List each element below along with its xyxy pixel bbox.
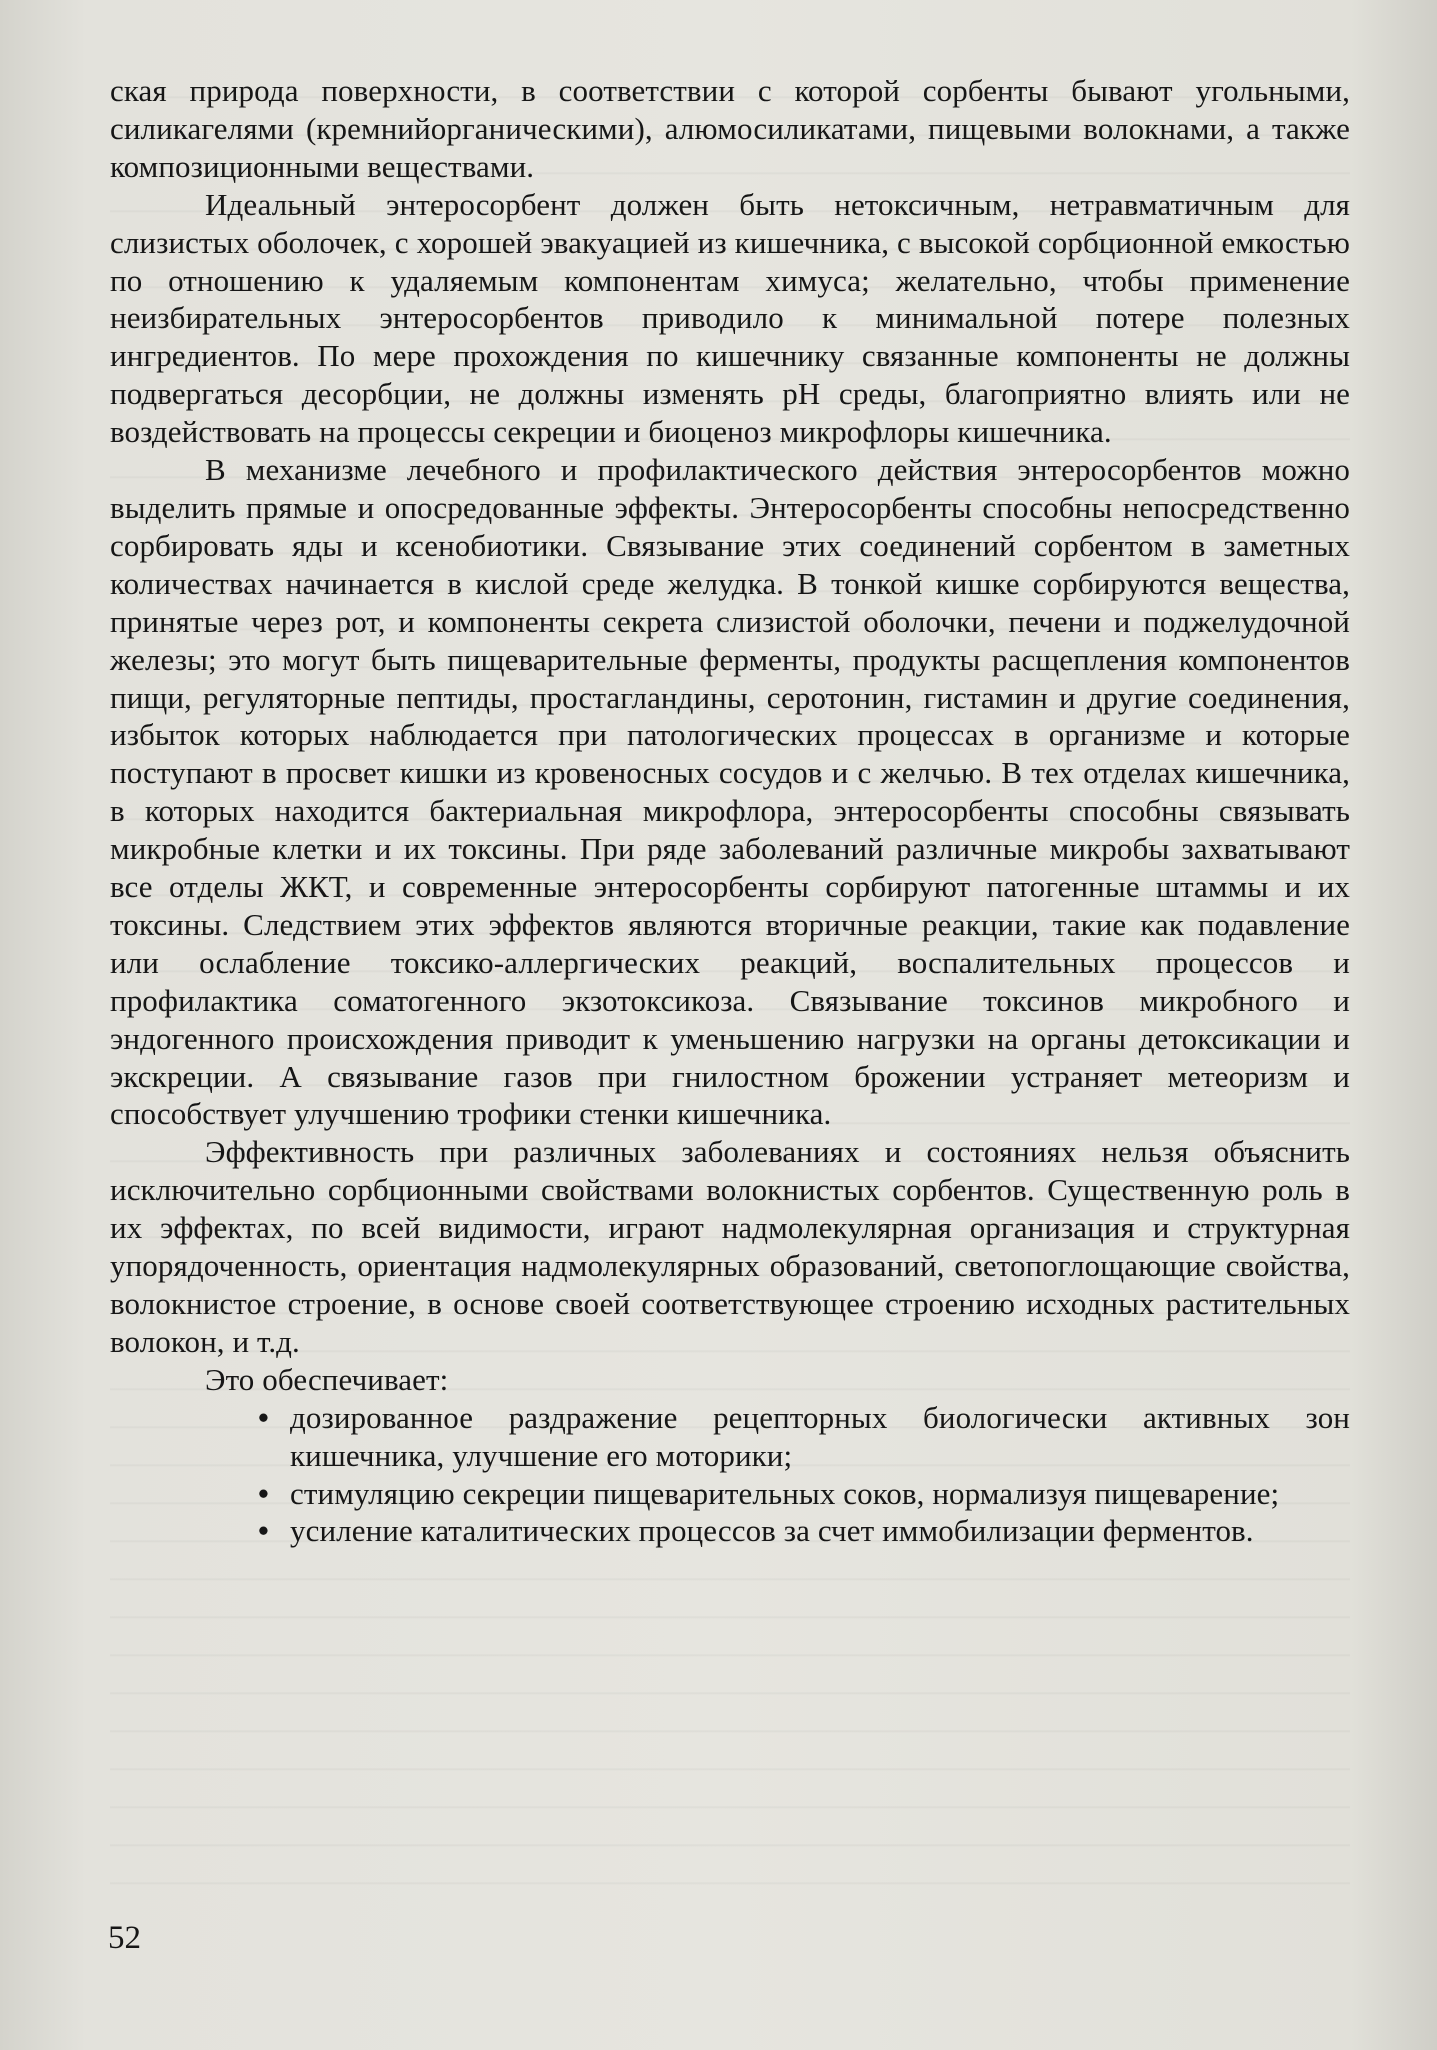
benefits-list	[110, 1399, 1350, 1551]
bullet-marker: •	[258, 1399, 269, 1435]
page-body	[110, 72, 1350, 1550]
list-item-text: стимуляцию секреции пищеварительных соков, нормализуя пищеварение;	[290, 1475, 1280, 1511]
list-item	[110, 1475, 1350, 1513]
list-item	[110, 1399, 1350, 1475]
bullet-marker: •	[258, 1475, 269, 1511]
list-intro: Это обеспечивает:	[205, 1361, 449, 1397]
paragraph-mechanism-of-action: В механизме лечебного и профилактического действия энтеросорбентов можно выделить прямые и опосредованные эффекты. Энтеросорбенты способны непосредственно сорбировать яды и ксенобиотики. Связывание этих соединений сорбентом в заметных количествах начинается в кислой среде желудка. В тонкой кишке сорбируются вещества, принятые через рот, и компоненты секрета слизистой оболочки, печени и поджелудочной железы; это могут быть пищеварительные ферменты, продукты расщепления компонентов пищи, регуляторные пептиды, простагландины, серотонин, гистамин и другие соединения, избыток которых наблюдается при патологических процессах в организме и которые поступают в просвет кишки из кровеносных сосудов и с желчью. В тех отделах кишечника, в которых находится бактериальная микрофлора, энтеросорбенты способны связывать микробные клетки и их токсины. При ряде заболеваний различные микробы захватывают все отделы ЖКТ, и современные энтеросорбенты сорбируют патогенные штаммы и их токсины. Следствием этих эффектов являются вторичные реакции, такие как подавление или ослабление токсико-аллергических реакций, воспалительных процессов и профилактика соматогенного экзотоксикоза. Связывание токсинов микробного и эндогенного происхождения приводит к уменьшению нагрузки на органы детоксикации и экскреции. А связывание газов при гнилостном брожении устраняет метеоризм и способствует улучшению трофики стенки кишечника.	[110, 452, 1350, 1132]
list-item	[110, 1512, 1350, 1550]
page-number: 52	[108, 1920, 141, 1956]
list-item-text: усиление каталитических процессов за счет иммобилизации ферментов.	[290, 1513, 1254, 1549]
paragraph-effectiveness: Эффективность при различных заболеваниях и состояниях нельзя объяснить исключительно сорбционными свойствами волокнистых сорбентов. Существенную роль в их эффектах, по всей видимости, играют надмолекулярная организация и структурная упорядоченность, ориентация надмолекулярных образований, светопоглощающие свойства, волокнистое строение, в основе своей соответствующее строению исходных растительных волокон, и т.д.	[110, 1134, 1350, 1359]
paragraph-ideal-enterosorbent: Идеальный энтеросорбент должен быть нетоксичным, нетравматичным для слизистых оболочек, с хорошей эвакуацией из кишечника, с высокой сорбционной емкостью по отношению к удаляемым компонентам химуса; желательно, чтобы применение неизбирательных энтеросорбентов приводило к минимальной потере полезных ингредиентов. По мере прохождения по кишечнику связанные компоненты не должны подвергаться десорбции, не должны изменять pH среды, благоприятно влиять или не воздействовать на процессы секреции и биоценоз микрофлоры кишечника.	[110, 186, 1350, 450]
paragraph-continuation: ская природа поверхности, в соответствии с которой сорбенты бывают угольными, силикагелями (кремнийорганическими), алюмосиликатами, пищевыми волокнами, а также композиционными веществами.	[110, 73, 1350, 184]
list-item-text: дозированное раздражение рецепторных биологически активных зон кишечника, улучшение его моторики;	[290, 1399, 1350, 1473]
bullet-marker: •	[258, 1513, 269, 1549]
